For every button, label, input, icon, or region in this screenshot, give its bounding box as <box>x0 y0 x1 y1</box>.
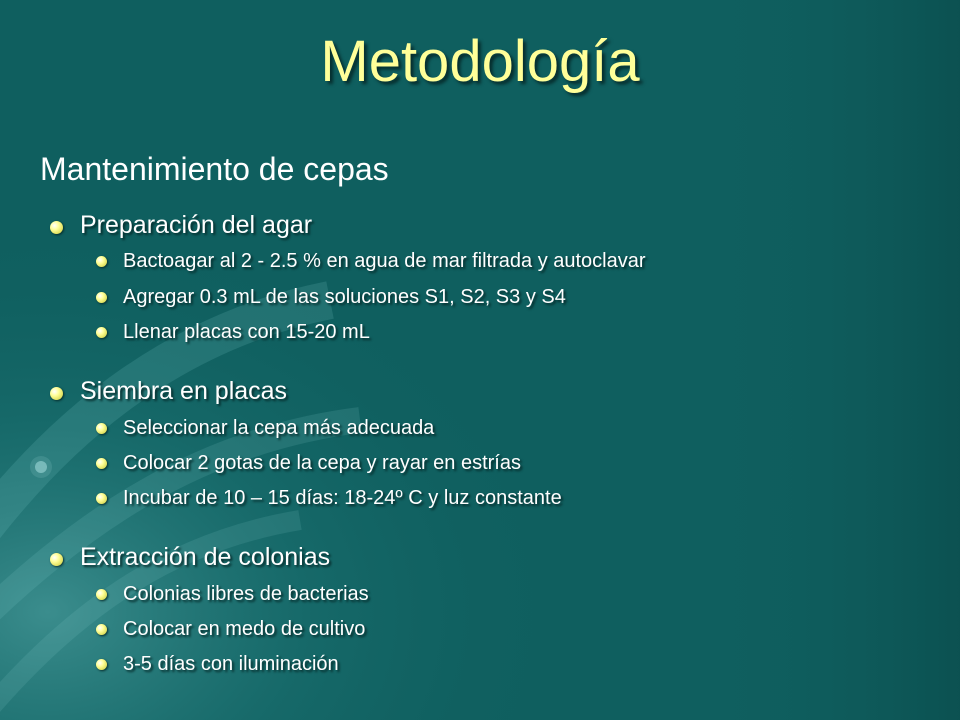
bullet-icon <box>50 553 63 566</box>
list-item: Colocar 2 gotas de la cepa y rayar en estrías <box>123 452 521 474</box>
bullet-icon <box>96 292 107 303</box>
bullet-icon <box>96 458 107 469</box>
bullet-icon <box>96 256 107 267</box>
list-item: Agregar 0.3 mL de las soluciones S1, S2, S3 y S4 <box>123 286 566 308</box>
bullet-icon <box>96 423 107 434</box>
bullet-icon <box>50 387 63 400</box>
list-item: Incubar de 10 – 15 días: 18-24º C y luz constante <box>123 487 562 509</box>
list-item: Colocar en medo de cultivo <box>123 618 366 640</box>
slide-subtitle: Mantenimiento de cepas <box>40 151 389 187</box>
bullet-icon <box>96 659 107 670</box>
list-item: Seleccionar la cepa más adecuada <box>123 417 435 439</box>
bullet-icon <box>96 589 107 600</box>
list-item: 3-5 días con iluminación <box>123 653 339 675</box>
bullet-icon <box>50 221 63 234</box>
section-heading: Siembra en placas <box>80 377 288 405</box>
bullet-icon <box>96 493 107 504</box>
slide-title: Metodología <box>320 29 640 94</box>
section-heading: Preparación del agar <box>80 211 313 239</box>
list-item: Colonias libres de bacterias <box>123 583 369 605</box>
list-item: Bactoagar al 2 - 2.5 % en agua de mar filtrada y autoclavar <box>123 250 646 272</box>
bullet-icon <box>96 624 107 635</box>
list-item: Llenar placas con 15-20 mL <box>123 321 370 343</box>
section-heading: Extracción de colonias <box>80 543 331 571</box>
bullet-icon <box>96 327 107 338</box>
